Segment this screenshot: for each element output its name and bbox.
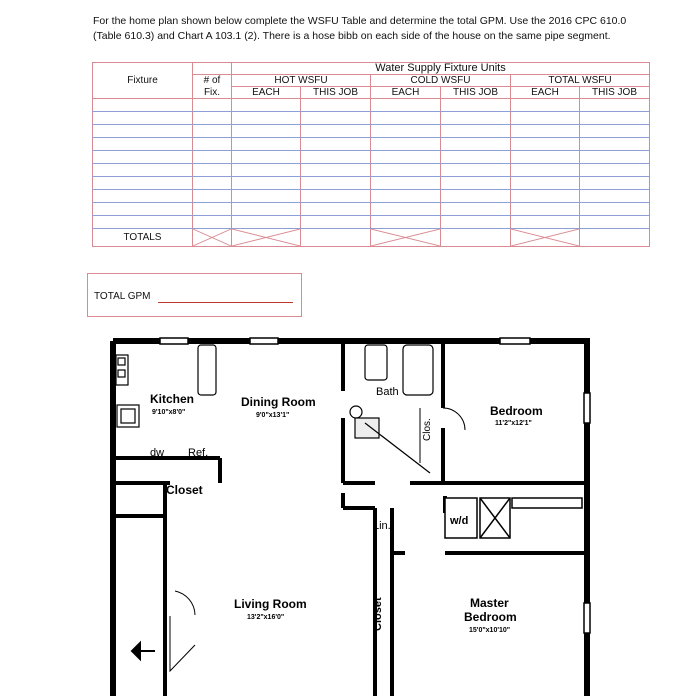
table-cell[interactable] <box>441 177 511 190</box>
table-row <box>93 164 650 177</box>
super-header: Water Supply Fixture Units <box>232 63 650 75</box>
room-ref: Ref. <box>188 447 209 459</box>
table-cell[interactable] <box>371 177 441 190</box>
totals-count-xcell <box>193 229 232 247</box>
table-cell[interactable] <box>441 151 511 164</box>
table-cell[interactable] <box>301 112 371 125</box>
table-row <box>93 138 650 151</box>
table-cell[interactable] <box>93 112 193 125</box>
fixture-header: Fixture <box>93 63 193 99</box>
table-cell[interactable] <box>580 190 650 203</box>
table-cell[interactable] <box>511 216 580 229</box>
table-cell[interactable] <box>511 138 580 151</box>
table-cell[interactable] <box>93 164 193 177</box>
total-job-header: THIS JOB <box>580 87 650 99</box>
table-cell[interactable] <box>93 216 193 229</box>
table-row <box>93 99 650 112</box>
table-cell[interactable] <box>511 203 580 216</box>
table-row <box>93 177 650 190</box>
room-bedroom-dims: 11'2"x12'1" <box>495 420 532 427</box>
totals-cold-each-xcell <box>371 229 441 247</box>
table-cell[interactable] <box>301 203 371 216</box>
table-cell[interactable] <box>301 138 371 151</box>
table-cell[interactable] <box>193 138 232 151</box>
table-cell[interactable] <box>580 177 650 190</box>
room-kitchen: Kitchen <box>150 392 195 406</box>
table-cell[interactable] <box>580 112 650 125</box>
table-cell[interactable] <box>193 112 232 125</box>
table-cell[interactable] <box>580 125 650 138</box>
count-header-top: # of <box>193 75 232 87</box>
table-cell[interactable] <box>301 216 371 229</box>
table-cell[interactable] <box>511 151 580 164</box>
table-cell[interactable] <box>232 99 301 112</box>
table-cell[interactable] <box>301 164 371 177</box>
room-master-1: Master <box>470 596 509 610</box>
room-lin: Lin. <box>373 520 391 532</box>
table-cell[interactable] <box>371 216 441 229</box>
table-cell[interactable] <box>232 177 301 190</box>
cold-wsfu-header: COLD WSFU <box>371 75 511 87</box>
total-wsfu-header: TOTAL WSFU <box>511 75 650 87</box>
wsfu-table <box>92 62 650 247</box>
table-cell[interactable] <box>511 125 580 138</box>
table-cell[interactable] <box>441 138 511 151</box>
table-cell[interactable] <box>371 164 441 177</box>
table-row <box>93 216 650 229</box>
table-cell[interactable] <box>511 99 580 112</box>
room-closet-1: Closet <box>166 483 203 497</box>
total-gpm-label: TOTAL GPM <box>94 291 151 302</box>
table-cell[interactable] <box>511 177 580 190</box>
question-text: For the home plan shown below complete the WSFU Table and determine the total GPM. Use the 2016 CPC 610.0 (Table 610.3) and Chart A 103.1 (2). There is a hose bibb on each side of the house on the same pipe segment. <box>93 15 627 42</box>
room-wd: w/d <box>450 515 469 527</box>
table-cell[interactable] <box>193 216 232 229</box>
table-cell[interactable] <box>580 203 650 216</box>
table-cell[interactable] <box>371 203 441 216</box>
table-cell[interactable] <box>232 216 301 229</box>
hot-wsfu-header: HOT WSFU <box>232 75 371 87</box>
room-kitchen-dims: 9'10"x8'0" <box>152 409 186 416</box>
table-cell[interactable] <box>93 125 193 138</box>
table-cell[interactable] <box>441 203 511 216</box>
bath-fixtures <box>350 345 433 473</box>
table-cell[interactable] <box>232 151 301 164</box>
room-bedroom: Bedroom <box>490 404 543 418</box>
table-cell[interactable] <box>580 164 650 177</box>
table-cell[interactable] <box>441 112 511 125</box>
table-cell[interactable] <box>193 151 232 164</box>
table-cell[interactable] <box>580 216 650 229</box>
table-cell[interactable] <box>193 203 232 216</box>
table-cell[interactable] <box>580 151 650 164</box>
table-cell[interactable] <box>232 138 301 151</box>
table-cell[interactable] <box>441 190 511 203</box>
table-cell[interactable] <box>232 190 301 203</box>
table-cell[interactable] <box>511 190 580 203</box>
room-dw: dw <box>150 447 165 459</box>
room-living-dims: 13'2"x16'0" <box>247 614 285 621</box>
table-cell[interactable] <box>511 112 580 125</box>
total-each-header: EACH <box>511 87 580 99</box>
room-dining-dims: 9'0"x13'1" <box>256 412 290 419</box>
table-cell[interactable] <box>93 99 193 112</box>
table-cell[interactable] <box>301 177 371 190</box>
hot-job-header: THIS JOB <box>301 87 371 99</box>
table-cell[interactable] <box>371 125 441 138</box>
table-cell[interactable] <box>371 112 441 125</box>
table-cell[interactable] <box>232 112 301 125</box>
room-living: Living Room <box>234 597 307 611</box>
room-master-dims: 15'0"x10'10" <box>469 627 511 634</box>
table-cell[interactable] <box>193 177 232 190</box>
table-cell[interactable] <box>301 151 371 164</box>
totals-cold-job-cell[interactable] <box>441 229 511 247</box>
cold-job-header: THIS JOB <box>441 87 511 99</box>
table-cell[interactable] <box>301 125 371 138</box>
room-bath: Bath <box>376 386 399 398</box>
table-row <box>93 203 650 216</box>
totals-label: TOTALS <box>93 229 193 247</box>
table-cell[interactable] <box>371 190 441 203</box>
table-cell[interactable] <box>441 99 511 112</box>
hot-each-header: EACH <box>232 87 301 99</box>
table-cell[interactable] <box>232 164 301 177</box>
count-header-spacer <box>193 63 232 75</box>
table-cell[interactable] <box>301 190 371 203</box>
cold-each-header: EACH <box>371 87 441 99</box>
totals-hot-each-xcell <box>232 229 301 247</box>
totals-total-job-cell[interactable] <box>580 229 650 247</box>
room-closet-2: Closet <box>372 597 384 631</box>
table-cell[interactable] <box>193 125 232 138</box>
table-cell[interactable] <box>193 164 232 177</box>
table-cell[interactable] <box>93 138 193 151</box>
table-row <box>93 190 650 203</box>
table-cell[interactable] <box>193 99 232 112</box>
room-clos: Clos. <box>422 418 433 441</box>
entry-arrow <box>132 643 155 659</box>
table-row <box>93 151 650 164</box>
count-header-bottom: Fix. <box>193 87 232 99</box>
table-cell[interactable] <box>441 216 511 229</box>
table-row <box>93 125 650 138</box>
table-cell[interactable] <box>371 138 441 151</box>
table-cell[interactable] <box>93 151 193 164</box>
table-row <box>93 112 650 125</box>
table-cell[interactable] <box>232 125 301 138</box>
table-cell[interactable] <box>93 203 193 216</box>
table-cell[interactable] <box>580 99 650 112</box>
room-master-2: Bedroom <box>464 610 517 624</box>
total-gpm-box <box>87 273 302 317</box>
floor-plan <box>100 333 600 696</box>
table-cell[interactable] <box>371 99 441 112</box>
table-cell[interactable] <box>371 151 441 164</box>
table-cell[interactable] <box>193 190 232 203</box>
table-cell[interactable] <box>93 177 193 190</box>
table-cell[interactable] <box>511 164 580 177</box>
totals-total-each-xcell <box>511 229 580 247</box>
table-cell[interactable] <box>441 125 511 138</box>
room-dining: Dining Room <box>241 395 316 409</box>
closet-lines <box>170 408 465 671</box>
table-cell[interactable] <box>580 138 650 151</box>
total-gpm-answer-line[interactable] <box>158 302 293 303</box>
totals-hot-job-cell[interactable] <box>301 229 371 247</box>
table-cell[interactable] <box>93 190 193 203</box>
table-cell[interactable] <box>441 164 511 177</box>
table-cell[interactable] <box>301 99 371 112</box>
table-cell[interactable] <box>232 203 301 216</box>
